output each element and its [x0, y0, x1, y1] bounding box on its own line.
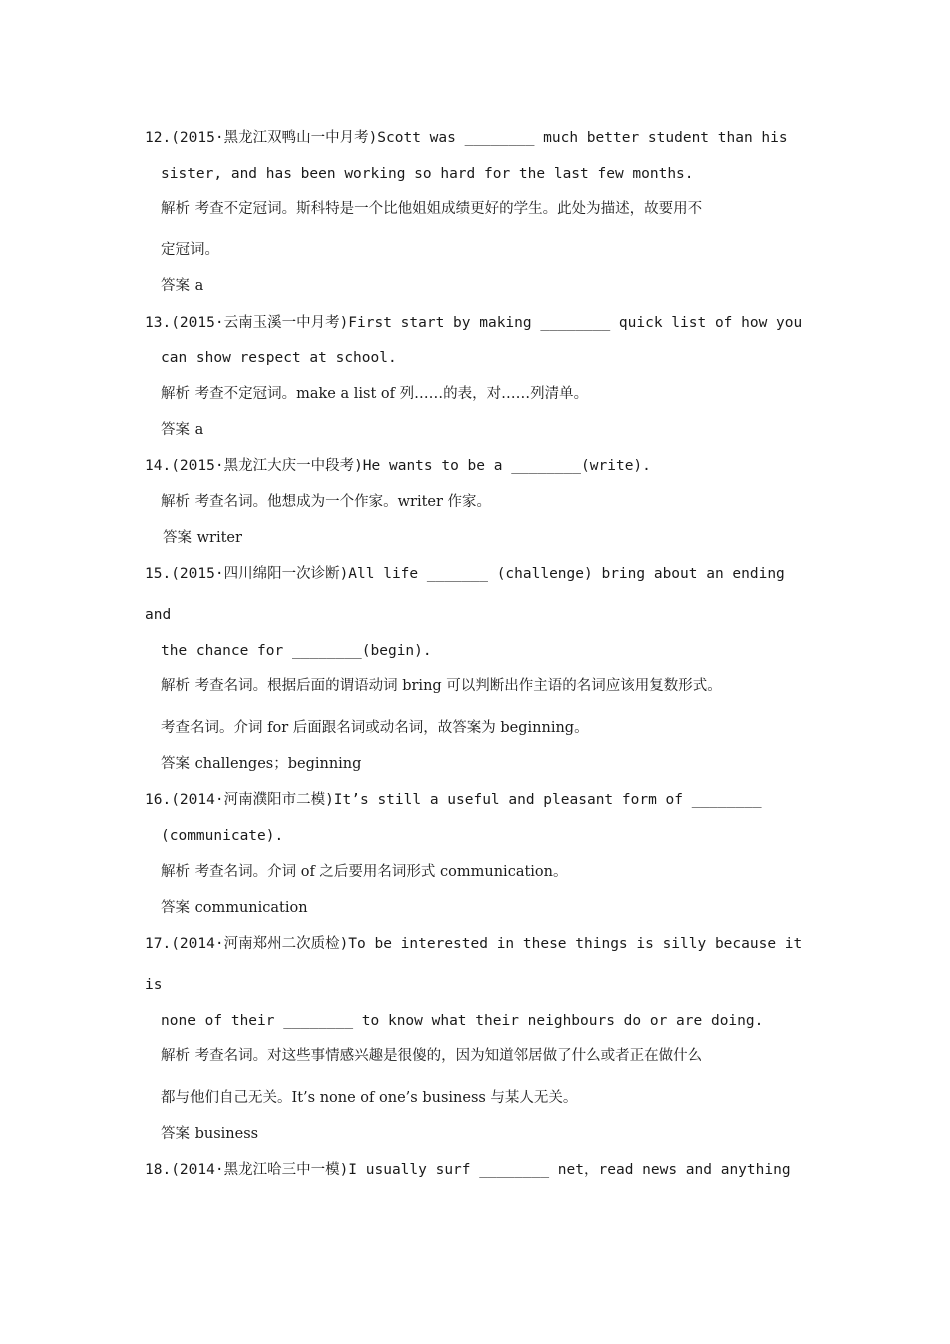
question-17-line-3: none of their ________ to know what their neighbours do or are doing. — [161, 1013, 764, 1029]
question-16-line-2: (communicate). — [161, 828, 284, 844]
question-15-line-3: the chance for ________(begin). — [161, 643, 432, 659]
question-12-line-2: sister, and has been working so hard for the last few months. — [161, 166, 694, 182]
question-17-line-1: 17.(2014·河南郑州二次质检)To be interested in these things is silly because it — [145, 936, 803, 952]
question-13-analysis-1: 解析 考查不定冠词。make a list of 列……的表，对……列清单。 — [161, 386, 589, 402]
question-15-analysis-2: 考查名词。介词 for 后面跟名词或动名词，故答案为 beginning。 — [161, 720, 589, 736]
question-15-analysis-1: 解析 考查名词。根据后面的谓语动词 bring 可以判断出作主语的名词应该用复数形式。 — [161, 678, 722, 694]
question-16-line-1: 16.(2014·河南濮阳市二模)It’s still a useful and pleasant form of ________ — [145, 792, 762, 808]
question-13-line-1: 13.(2015·云南玉溪一中月考)First start by making ________ quick list of how you — [145, 315, 803, 331]
question-18-line-1: 18.(2014·黑龙江哈三中一模)I usually surf ________ net，read news and anything — [145, 1162, 791, 1178]
question-15-line-2: and — [145, 607, 172, 623]
question-13-answer: 答案 a — [161, 422, 204, 438]
question-17-answer: 答案 business — [161, 1126, 259, 1142]
question-13-line-2: can show respect at school. — [161, 350, 397, 366]
question-12-analysis-2: 定冠词。 — [161, 242, 219, 258]
question-12-answer: 答案 a — [161, 278, 204, 294]
question-15-answer: 答案 challenges；beginning — [161, 756, 362, 772]
question-15-line-1: 15.(2015·四川绵阳一次诊断)All life _______ (challenge) bring about an ending — [145, 566, 785, 582]
question-14-answer: 答案 writer — [163, 530, 242, 546]
question-17-line-2: is — [145, 977, 163, 993]
question-16-analysis-1: 解析 考查名词。介词 of 之后要用名词形式 communication。 — [161, 864, 568, 880]
question-17-analysis-1: 解析 考查名词。对这些事情感兴趣是很傻的，因为知道邻居做了什么或者正在做什么 — [161, 1048, 703, 1064]
question-14-analysis-1: 解析 考查名词。他想成为一个作家。writer 作家。 — [161, 494, 492, 510]
question-12-line-1: 12.(2015·黑龙江双鸭山一中月考)Scott was ________ much better student than his — [145, 130, 788, 146]
question-17-analysis-2: 都与他们自己无关。It’s none of one’s business 与某人无关。 — [161, 1090, 578, 1106]
question-16-answer: 答案 communication — [161, 900, 308, 916]
question-14-line-1: 14.(2015·黑龙江大庆一中段考)He wants to be a ________(write). — [145, 458, 651, 474]
question-12-analysis-1: 解析 考查不定冠词。斯科特是一个比他姐姐成绩更好的学生。此处为描述，故要用不 — [161, 201, 703, 217]
